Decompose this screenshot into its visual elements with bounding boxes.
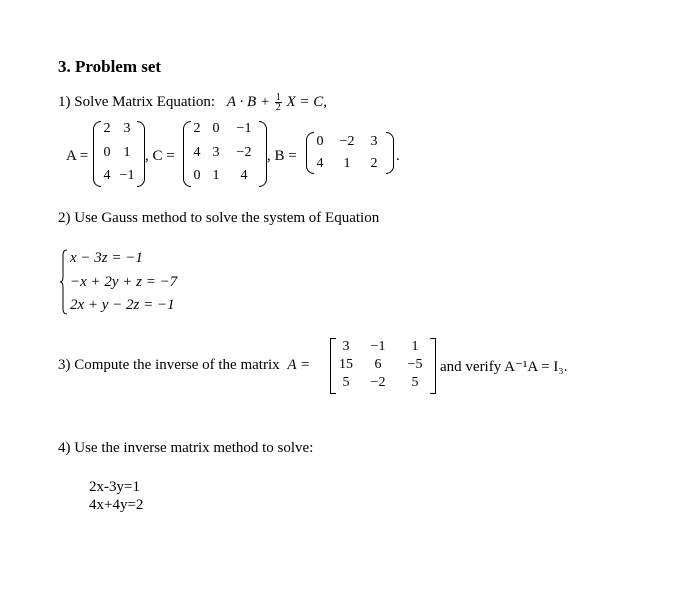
matrix-a-cell: 3 — [123, 121, 131, 136]
problem-3-matrix-label: A = — [287, 357, 311, 373]
problem-3-suffix: and verify A⁻¹A = I₃. — [440, 359, 568, 375]
matrix-c-cell: −2 — [236, 145, 252, 160]
matrix-c-cell: −1 — [236, 121, 252, 136]
fraction-numerator: 1 — [275, 92, 281, 103]
problem-1-period: . — [396, 148, 400, 164]
matrix-c-cell: 4 — [193, 145, 201, 160]
matrix-a-label: A = — [66, 148, 89, 164]
problem-4-equation-2: 4x+4y=2 — [89, 497, 144, 513]
system-equation-3: 2x + y − 2z = −1 — [70, 297, 175, 313]
matrix-b-cell: 2 — [370, 156, 378, 171]
matrix-cell: 6 — [374, 357, 382, 372]
matrix-cell: 5 — [411, 375, 419, 390]
matrix-cell: 5 — [342, 375, 350, 390]
matrix-b — [306, 132, 394, 174]
matrix-c-label: , C = — [145, 148, 175, 164]
problem-4-equation-1: 2x-3y=1 — [89, 479, 140, 495]
matrix-cell: 15 — [339, 357, 353, 372]
matrix-c-cell: 0 — [193, 168, 201, 183]
matrix-a-cell: 1 — [123, 145, 131, 160]
matrix-a-cell: 0 — [103, 145, 111, 160]
matrix-a-cell: 4 — [103, 168, 111, 183]
matrix-a-cell: 2 — [103, 121, 111, 136]
matrix-a-cell: −1 — [119, 168, 135, 183]
matrix-c-right-paren — [259, 121, 267, 187]
matrix-c-cell: 1 — [212, 168, 220, 183]
matrix-a-right-paren — [137, 121, 145, 187]
problem-3-prefix: 3) Compute the inverse of the matrix — [58, 357, 280, 373]
matrix-b-cell: 3 — [370, 134, 378, 149]
matrix-b-label: , B = — [267, 148, 297, 164]
fraction-denominator: 2 — [275, 102, 281, 113]
matrix-c-cell: 4 — [240, 168, 248, 183]
one-half-fraction — [275, 93, 282, 112]
problem-3-statement — [58, 357, 310, 374]
matrix-b-cell: 4 — [316, 156, 324, 171]
matrix-b-cell: 1 — [343, 156, 351, 171]
matrix-a — [93, 121, 145, 187]
left-brace-icon — [60, 249, 68, 315]
matrix-b-cell: 0 — [316, 134, 324, 149]
matrix-cell: −5 — [407, 357, 423, 372]
matrix-cell: 1 — [411, 339, 419, 354]
matrix-cell: −1 — [370, 339, 386, 354]
section-title: 3. Problem set — [58, 57, 162, 76]
system-equation-1: x − 3z = −1 — [70, 250, 143, 266]
problem-4-statement: 4) Use the inverse matrix method to solve: — [58, 440, 314, 456]
matrix-b-right-paren — [386, 132, 394, 174]
problem-2-statement: 2) Use Gauss method to solve the system of Equation — [58, 210, 380, 226]
matrix-c-cell: 3 — [212, 145, 220, 160]
matrix-a-inverse-problem — [330, 338, 436, 394]
system-equation-2: −x + 2y + z = −7 — [70, 274, 178, 290]
matrix-c — [183, 121, 267, 187]
matrix-b-cell: −2 — [339, 134, 355, 149]
problem-1-eq-left: A · B + — [226, 93, 270, 110]
problem-1-prefix: 1) Solve Matrix Equation: — [58, 93, 216, 110]
matrix-c-cell: 2 — [193, 121, 201, 136]
matrix-cell: −2 — [370, 375, 386, 390]
matrix-c-cell: 0 — [212, 121, 220, 136]
problem-1-eq-right: X = C, — [286, 93, 328, 110]
matrix-cell: 3 — [342, 339, 350, 354]
matrix-right-bracket — [430, 338, 436, 394]
problem-1-statement — [58, 93, 327, 112]
